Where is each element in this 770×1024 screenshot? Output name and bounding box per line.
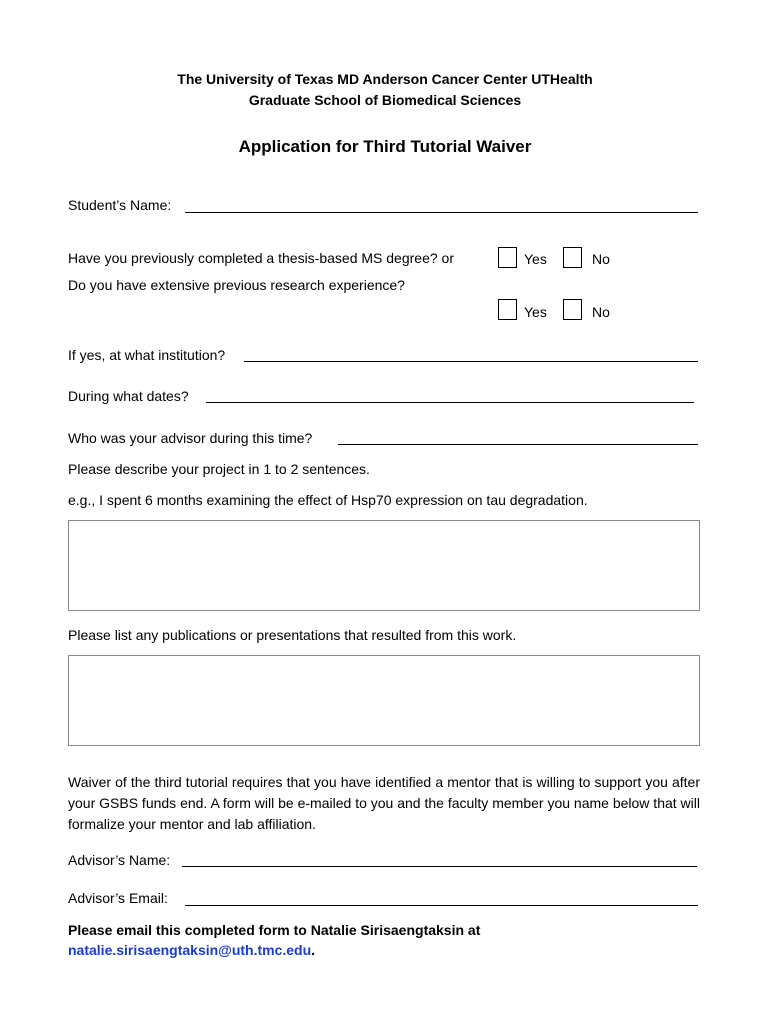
submission-email-link[interactable]: natalie.sirisaengtaksin@uth.tmc.edu xyxy=(68,942,312,958)
institution-header-line-2: Graduate School of Biomedical Sciences xyxy=(248,92,522,108)
research-experience-no-label: No xyxy=(592,304,610,320)
student-name-label: Student’s Name: xyxy=(68,197,172,213)
research-experience-no-checkbox[interactable] xyxy=(563,299,582,320)
publications-textbox[interactable] xyxy=(68,655,700,746)
institution-label: If yes, at what institution? xyxy=(68,347,226,363)
dates-field[interactable] xyxy=(206,402,694,403)
advisor-name-field[interactable] xyxy=(182,866,697,867)
ms-degree-yes-label: Yes xyxy=(524,251,547,267)
waiver-paragraph: Waiver of the third tutorial requires that you have identified a mentor that is willing to support you after your GSBS funds end. A form will be e-mailed to you and the faculty member you name below that will formalize your mentor and lab affiliation. xyxy=(68,774,700,832)
form-title: Application for Third Tutorial Waiver xyxy=(238,137,532,156)
dates-label: During what dates? xyxy=(68,388,189,404)
research-experience-yes-label: Yes xyxy=(524,304,547,320)
ms-degree-no-label: No xyxy=(592,251,610,267)
project-example: e.g., I spent 6 months examining the effect of Hsp70 expression on tau degradation. xyxy=(68,492,588,508)
advisor-email-label: Advisor’s Email: xyxy=(68,890,168,906)
research-experience-yes-checkbox[interactable] xyxy=(498,299,517,320)
student-name-field[interactable] xyxy=(185,212,698,213)
research-experience-question: Do you have extensive previous research experience? xyxy=(68,277,405,293)
advisor-email-field[interactable] xyxy=(185,905,698,906)
ms-degree-question: Have you previously completed a thesis-based MS degree? or xyxy=(68,250,454,266)
advisor-name-label: Advisor’s Name: xyxy=(68,852,171,868)
project-description-textbox[interactable] xyxy=(68,520,700,611)
ms-degree-yes-checkbox[interactable] xyxy=(498,247,517,268)
project-prompt: Please describe your project in 1 to 2 sentences. xyxy=(68,461,370,477)
submission-email-line xyxy=(68,942,315,958)
institution-field[interactable] xyxy=(244,361,698,362)
submission-instruction: Please email this completed form to Natalie Sirisaengtaksin at xyxy=(68,922,481,938)
ms-degree-no-checkbox[interactable] xyxy=(563,247,582,268)
previous-advisor-label: Who was your advisor during this time? xyxy=(68,430,313,446)
previous-advisor-field[interactable] xyxy=(338,444,698,445)
institution-header-line-1: The University of Texas MD Anderson Cancer Center UTHealth xyxy=(177,71,593,87)
submission-email-period: . xyxy=(311,942,316,958)
publications-prompt: Please list any publications or presentations that resulted from this work. xyxy=(68,627,517,643)
